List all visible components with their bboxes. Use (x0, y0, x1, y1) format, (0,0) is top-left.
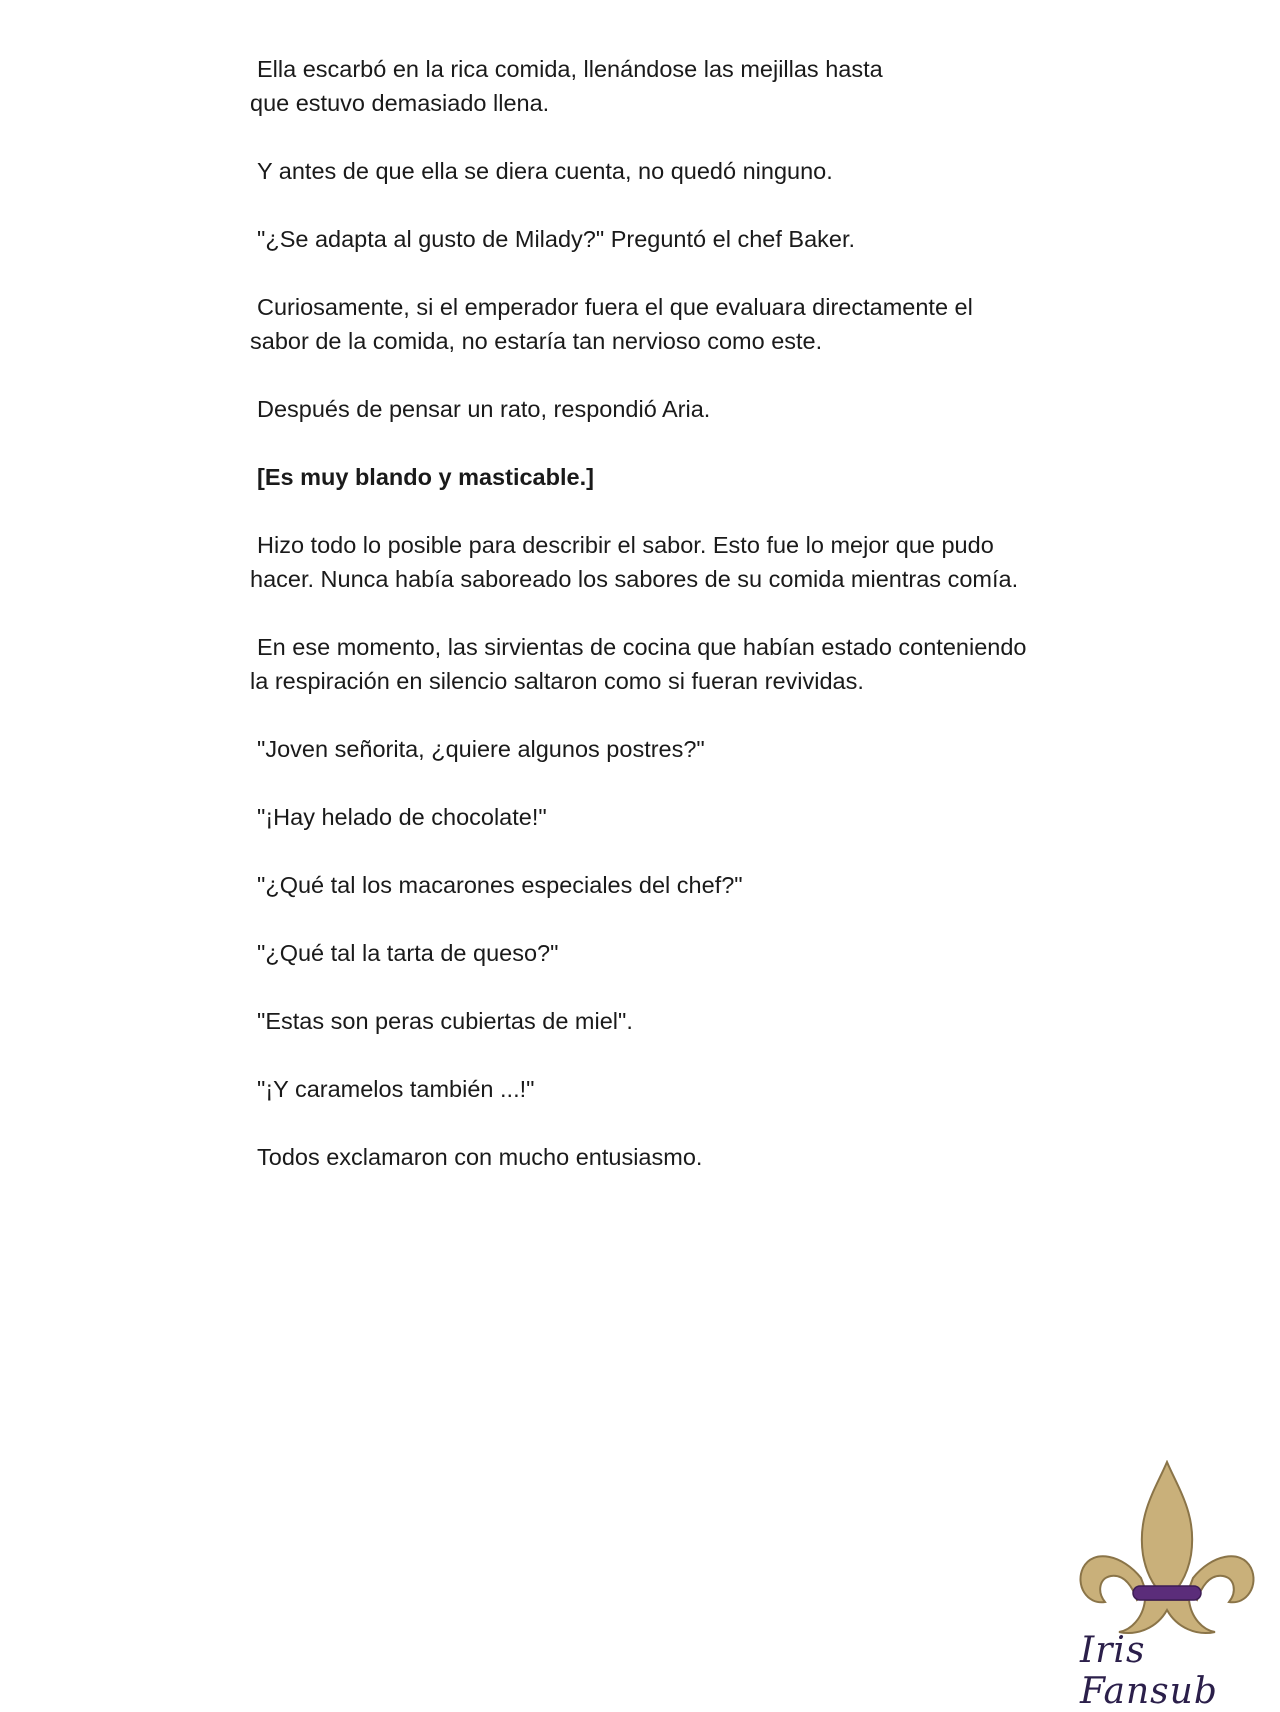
paragraph-12: "¿Qué tal la tarta de queso?" (257, 940, 559, 966)
paragraph-4: Curiosamente, si el emperador fuera el que evaluara directamente el sabor de la comida, no estaría tan nervioso como este. (250, 294, 973, 354)
paragraph-3: "¿Se adapta al gusto de Milady?" Preguntó el chef Baker. (257, 226, 856, 252)
paragraph-10: "¡Hay helado de chocolate!" (257, 804, 547, 830)
paragraph-11: "¿Qué tal los macarones especiales del chef?" (257, 872, 743, 898)
paragraph-2: Y antes de que ella se diera cuenta, no quedó ninguno. (257, 158, 833, 184)
paragraph-9: "Joven señorita, ¿quiere algunos postres?" (257, 736, 705, 762)
text-body (250, 52, 1050, 1208)
paragraph-5: Después de pensar un rato, respondió Aria. (257, 396, 711, 422)
paragraph-15: Todos exclamaron con mucho entusiasmo. (257, 1144, 703, 1170)
paragraph-13: "Estas son peras cubiertas de miel". (257, 1008, 633, 1034)
paragraph-14: "¡Y caramelos también ...!" (257, 1076, 535, 1102)
paragraph-8: En ese momento, las sirvientas de cocina que habían estado conteniendo la respiración en silencio saltaron como si fueran revividas. (250, 634, 1027, 694)
paragraph-6: [Es muy blando y masticable.] (257, 464, 594, 490)
paragraph-7: Hizo todo lo posible para describir el sabor. Esto fue lo mejor que pudo hacer. Nunca había saboreado los sabores de su comida mientras comía. (250, 532, 1019, 592)
logo-text: Iris Fansub (1080, 1630, 1218, 1712)
paragraph-1: Ella escarbó en la rica comida, llenándose las mejillas hasta que estuvo demasiado llena. (250, 56, 883, 116)
